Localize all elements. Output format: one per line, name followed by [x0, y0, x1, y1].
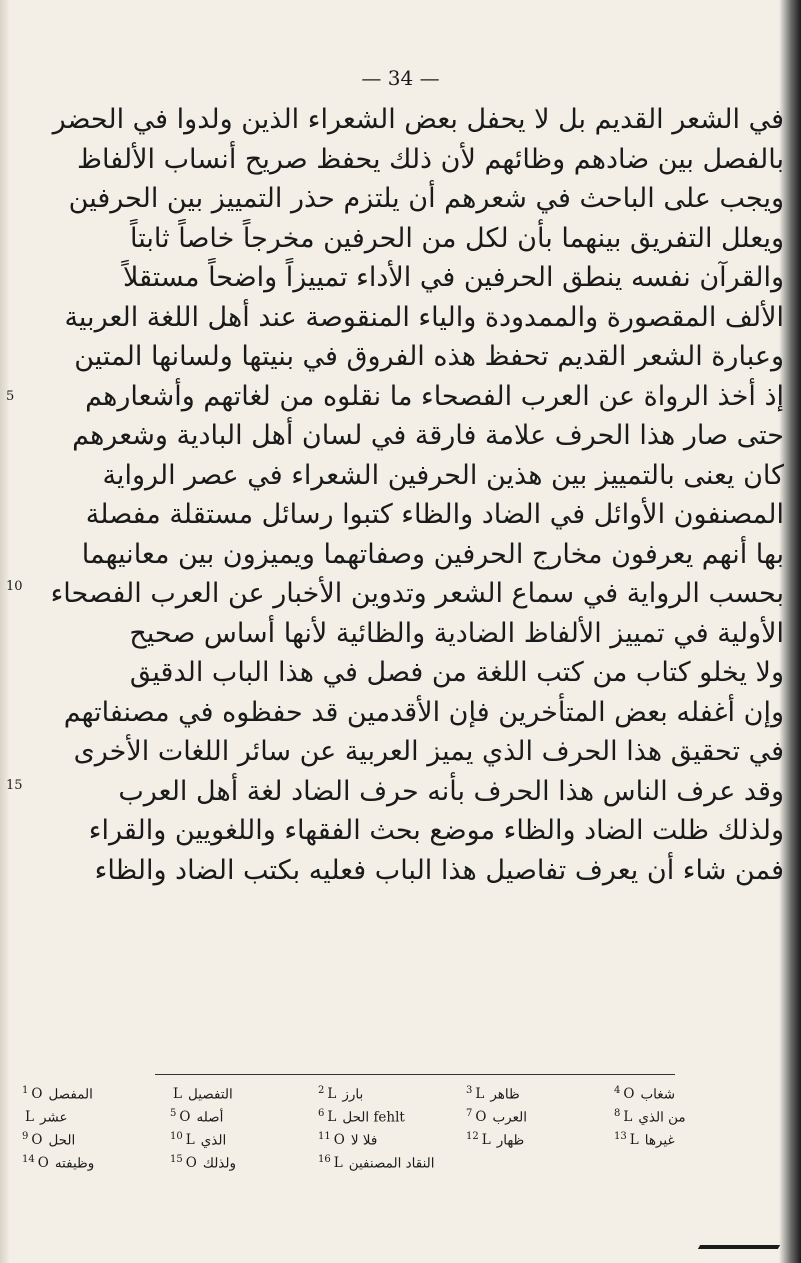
- manuscript-siglum: L: [327, 1086, 337, 1103]
- footnote-entry: [22, 1108, 170, 1126]
- footnote-entry: [466, 1108, 614, 1126]
- variant-reading: النقاد المصنفين: [348, 1155, 435, 1172]
- manuscript-siglum: L: [333, 1155, 343, 1172]
- footnote-number: 3: [466, 1084, 473, 1096]
- footnote-number: 15: [170, 1153, 183, 1165]
- footnote-divider: [155, 1074, 675, 1075]
- footnote-row: [22, 1082, 762, 1105]
- variant-reading: وظيفته: [54, 1155, 95, 1172]
- manuscript-siglum: L: [185, 1132, 195, 1149]
- footnote-number: 10: [170, 1130, 183, 1142]
- text-line: المصنفون الأوائل في الضاد والظاء كتبوا رسائل مستقلة مفصلة: [85, 499, 784, 530]
- page-edge-left: [0, 0, 10, 1263]
- footnote-entry: [170, 1131, 318, 1149]
- footnote-entry: [170, 1108, 318, 1126]
- footnote-entry: [170, 1154, 318, 1172]
- footnote-entry: [22, 1131, 170, 1149]
- text-line: وقد عرف الناس هذا الحرف بأنه حرف الضاد لغة أهل العرب: [118, 775, 784, 807]
- footnote-number: 6: [318, 1107, 325, 1119]
- footnote-entry: [318, 1131, 466, 1149]
- text-line: بحسب الرواية في سماع الشعر وتدوين الأخبار عن العرب الفصحاء: [50, 578, 784, 609]
- footnote-number: 7: [466, 1107, 473, 1119]
- footnote-number: 1: [22, 1084, 29, 1096]
- text-line: والقرآن نفسه ينطق الحرفين في الأداء تمييزاً واضحاً مستقلاً: [123, 262, 784, 293]
- variant-reading: شغاب: [640, 1086, 676, 1103]
- footnote-row: [22, 1151, 762, 1174]
- variant-reading: العرب: [492, 1109, 527, 1126]
- line-marker: 5: [6, 389, 15, 404]
- footnote-entry: [22, 1154, 170, 1172]
- manuscript-siglum: L: [629, 1132, 639, 1149]
- footnote-row: [22, 1128, 762, 1151]
- manuscript-siglum: O: [31, 1086, 43, 1103]
- footnote-number: 4: [614, 1084, 621, 1096]
- variant-reading: بارز: [342, 1086, 364, 1103]
- line-marker: 15: [6, 778, 23, 793]
- footnote-number: 14: [22, 1153, 35, 1165]
- text-line: ويجب على الباحث في شعرهم أن يلتزم حذر التمييز بين الحرفين: [68, 183, 784, 214]
- variant-reading: الحل: [48, 1132, 76, 1149]
- footnotes-apparatus: [22, 1082, 762, 1174]
- manuscript-siglum: L: [475, 1086, 485, 1103]
- footnote-entry: [614, 1085, 762, 1103]
- footnote-entry: [466, 1154, 614, 1172]
- text-line: بالفصل بين ضادهم وظائهم لأن ذلك يحفظ صريح أنساب الألفاظ: [77, 143, 784, 175]
- footnote-number: 12: [466, 1130, 479, 1142]
- text-line: إذ أخذ الرواة عن العرب الفصحاء ما نقلوه من لغاتهم وأشعارهم: [85, 380, 784, 412]
- variant-reading: fehlt الحل: [342, 1109, 405, 1126]
- footnote-number: 5: [170, 1107, 177, 1119]
- text-line: في الشعر القديم بل لا يحفل بعض الشعراء الذين ولدوا في الحضر: [52, 104, 784, 135]
- text-line: وعبارة الشعر القديم تحفظ هذه الفروق في بنيتها ولسانها المتين: [74, 341, 784, 372]
- manuscript-siglum: O: [185, 1155, 197, 1172]
- variant-reading: ولذلك: [202, 1155, 237, 1172]
- variant-reading: التفصيل: [187, 1086, 233, 1103]
- variant-reading: ظهار: [496, 1132, 525, 1149]
- text-line: ولذلك ظلت الضاد والظاء موضع بحث الفقهاء واللغويين والقراء: [88, 815, 784, 846]
- text-line: كان يعنى بالتمييز بين هذين الحرفين الشعراء في عصر الرواية: [102, 459, 784, 491]
- footnote-entry: [22, 1085, 170, 1103]
- text-line: الأولية في تمييز الألفاظ الضادية والظائية لأنها أساس صحيح: [129, 617, 784, 649]
- footnote-number: 2: [318, 1084, 325, 1096]
- variant-reading: من الذي: [638, 1109, 686, 1126]
- manuscript-siglum: O: [475, 1109, 487, 1126]
- variant-reading: غيرها: [644, 1132, 675, 1149]
- text-line: فمن شاء أن يعرف تفاصيل هذا الباب فعليه بكتب الضاد والظاء: [94, 854, 784, 886]
- footnote-entry: [614, 1154, 762, 1172]
- footnote-entry: [318, 1085, 466, 1103]
- footnote-row: [22, 1105, 762, 1128]
- manuscript-siglum: L: [327, 1109, 337, 1126]
- manuscript-siglum: L: [173, 1086, 182, 1103]
- footnote-entry: [170, 1085, 318, 1103]
- text-line: ولا يخلو كتاب من كتب اللغة من فصل في هذا الباب الدقيق: [129, 657, 784, 688]
- text-line: الألف المقصورة والممدودة والياء المنقوصة عند أهل اللغة العربية: [64, 301, 784, 333]
- variant-reading: الذي: [200, 1132, 227, 1149]
- manuscript-siglum: L: [481, 1132, 491, 1149]
- footnote-number: 11: [318, 1130, 331, 1142]
- text-line: في تحقيق هذا الحرف الذي يميز العربية عن سائر اللغات الأخرى: [73, 736, 784, 767]
- text-line: بها أنهم يعرفون مخارج الحرفين وصفاتهما ويميزون بين معانيهما: [81, 538, 784, 570]
- footnote-entry: [318, 1108, 466, 1126]
- footnote-number: 13: [614, 1130, 627, 1142]
- text-line: ويعلل التفريق بينهما بأن لكل من الحرفين مخرجاً خاصاً ثابتاً: [130, 222, 784, 254]
- manuscript-siglum: O: [333, 1132, 345, 1149]
- page-number: — 34 —: [361, 66, 440, 90]
- footnote-entry: [466, 1131, 614, 1149]
- footnote-entry: [318, 1154, 466, 1172]
- manuscript-siglum: L: [623, 1109, 633, 1126]
- manuscript-siglum: O: [37, 1155, 49, 1172]
- line-marker: 10: [6, 579, 23, 594]
- footnote-entry: [614, 1131, 762, 1149]
- variant-reading: فلا لا: [350, 1132, 378, 1149]
- variant-reading: ظاهر: [490, 1086, 520, 1103]
- variant-reading: أصله: [196, 1109, 224, 1126]
- text-line: حتى صار هذا الحرف علامة فارقة في لسان أهل البادية وشعرهم: [72, 420, 784, 451]
- text-line: وإن أغفله بعض المتأخرين فإن الأقدمين قد حفظوه في مصنفاتهم: [63, 696, 784, 728]
- manuscript-siglum: L: [25, 1109, 34, 1126]
- manuscript-siglum: O: [31, 1132, 43, 1149]
- footnote-number: 8: [614, 1107, 621, 1119]
- manuscript-siglum: O: [623, 1086, 635, 1103]
- footnote-number: 9: [22, 1130, 29, 1142]
- footnote-number: 16: [318, 1153, 331, 1165]
- page-corner-mark: [698, 1245, 780, 1249]
- footnote-entry: [614, 1108, 762, 1126]
- variant-reading: عشر: [39, 1109, 68, 1126]
- footnote-entry: [466, 1085, 614, 1103]
- variant-reading: المفصل: [48, 1086, 93, 1103]
- manuscript-siglum: O: [179, 1109, 191, 1126]
- body-text: [18, 100, 784, 890]
